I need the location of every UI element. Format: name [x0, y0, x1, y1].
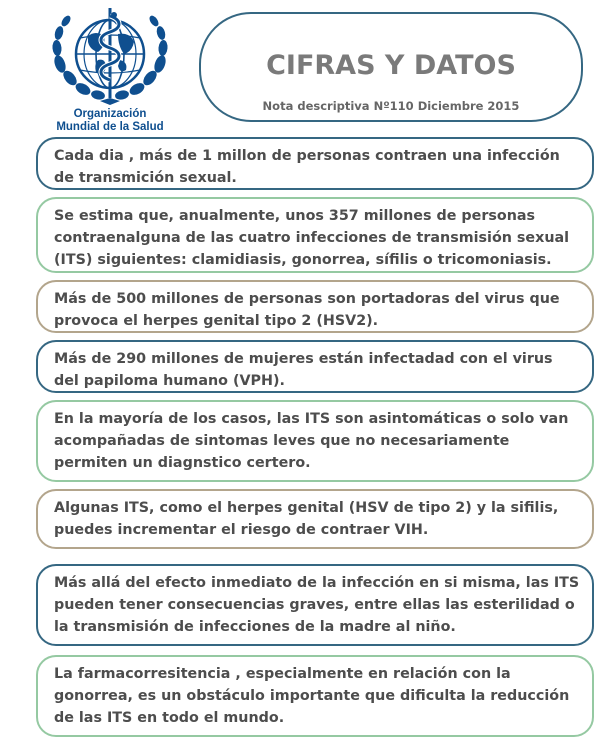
title-box — [199, 12, 583, 122]
organization-name-line2: Mundial de la Salud — [56, 121, 164, 133]
who-emblem-icon — [48, 6, 172, 110]
organization-name-line1: Organización — [73, 108, 147, 120]
fact-text: En la mayoría de los casos, las ITS son asintomáticas o solo van acompañadas de sintomas leves que no necesariamente permiten un diagnstico certero. — [54, 411, 569, 471]
fact-text: Más de 500 millones de personas son portadoras del virus que provoca el herpes genital tipo 2 (HSV2). — [54, 291, 560, 329]
fact-text: Más de 290 millones de mujeres están infectadad con el virus del papiloma humano (VPH). — [54, 351, 553, 389]
organization-name — [40, 108, 180, 134]
fact-text: Cada dia , más de 1 millon de personas contraen una infección de transmición sexual. — [54, 148, 560, 186]
fact-text: Algunas ITS, como el herpes genital (HSV de tipo 2) y la sifilis, puedes incrementar el riesgo de contraer VIH. — [54, 500, 559, 538]
fact-box — [36, 340, 594, 393]
page-subtitle: Nota descriptiva Nº110 Diciembre 2015 — [262, 99, 520, 113]
fact-box — [36, 655, 594, 737]
who-logo — [40, 6, 180, 136]
fact-text: Se estima que, anualmente, unos 357 millones de personas contraenalguna de las cuatro infecciones de transmisión sexual (ITS) siguientes: clamidiasis, gonorrea, sífilis o tricomoniasis. — [54, 208, 570, 268]
fact-box — [36, 400, 594, 482]
fact-box — [36, 564, 594, 646]
fact-box — [36, 137, 594, 190]
page-title: CIFRAS Y DATOS — [266, 50, 516, 81]
fact-box — [36, 197, 594, 273]
fact-box — [36, 280, 594, 333]
fact-text: La farmacorresitencia , especialmente en relación con la gonorrea, es un obstáculo importante que dificulta la reducción de las ITS en todo el mundo. — [54, 666, 570, 726]
fact-text: Más allá del efecto inmediato de la infección en si misma, las ITS pueden tener consecuencias graves, entre ellas las esterilidad o la transmisión de infecciones de la madre al niño. — [54, 575, 580, 635]
fact-box — [36, 489, 594, 549]
